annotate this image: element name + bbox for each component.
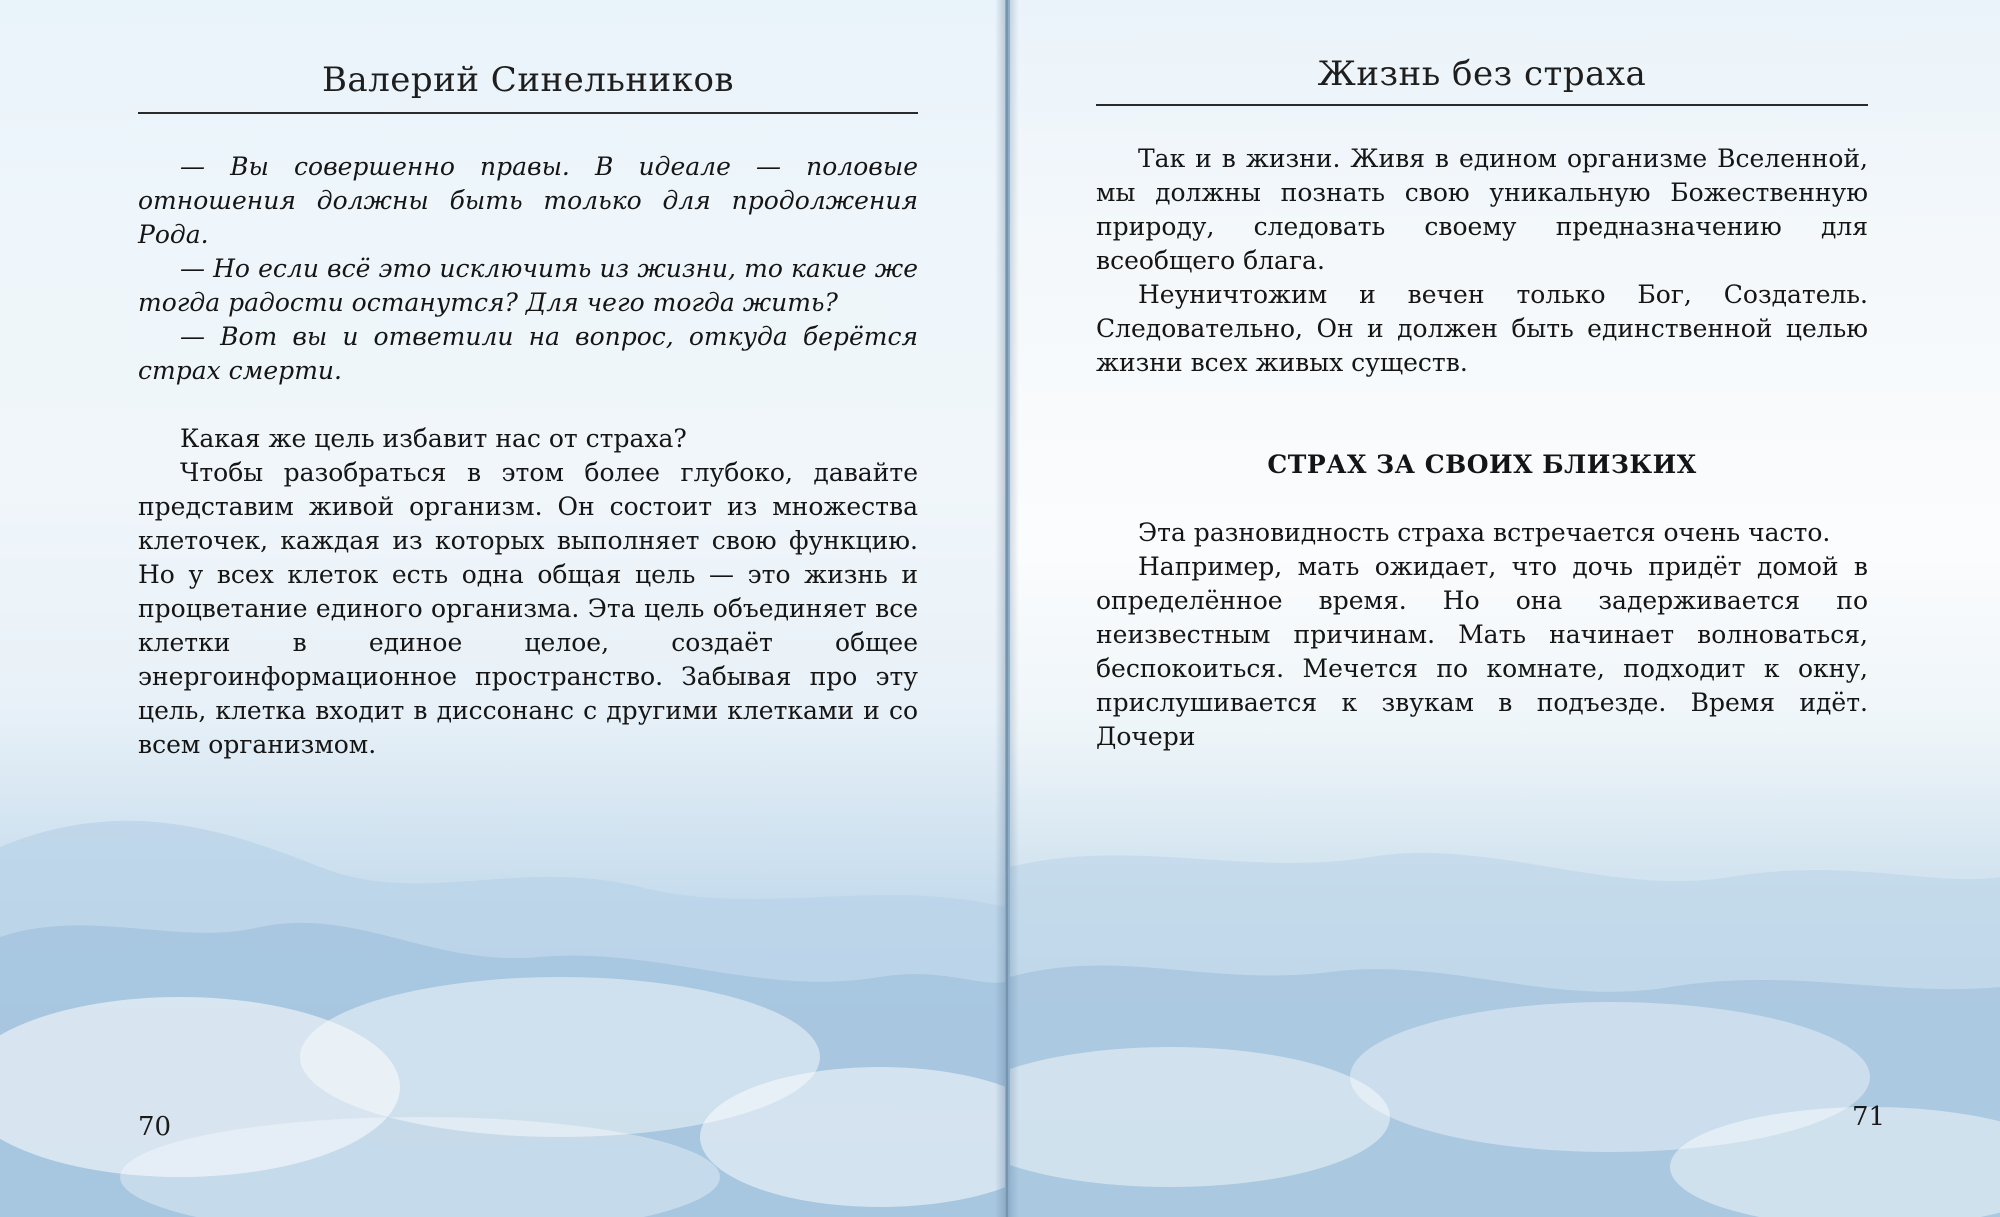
header-rule-left — [138, 112, 918, 114]
cloud-mountain-background — [1010, 757, 2000, 1217]
body-paragraph: Неуничтожим и вечен только Бог, Создатель. Следовательно, Он и должен быть единственной целью жизни всех живых существ. — [1096, 280, 1868, 377]
dialogue-paragraph: — Вы совершенно правы. В идеале — половые отношения должны быть только для продолжения Рода. — [138, 152, 918, 249]
page-number-left: 70 — [138, 1112, 172, 1142]
body-paragraph: Какая же цель избавит нас от страха? — [180, 424, 687, 453]
section-heading: СТРАХ ЗА СВОИХ БЛИЗКИХ — [1267, 450, 1697, 479]
running-head-right: Жизнь без страха — [1317, 54, 1647, 94]
left-page-body — [138, 150, 918, 762]
running-head-left: Валерий Синельников — [321, 60, 735, 100]
right-page-body — [1096, 142, 1868, 754]
cloud-mountain-background — [0, 757, 1005, 1217]
body-paragraph: Так и в жизни. Живя в едином организме Вселенной, мы должны познать свою уникальную Божественную природу, следовать своему предназначению для всеобщего блага. — [1096, 144, 1868, 275]
dialogue-paragraph: — Но если всё это исключить из жизни, то какие же тогда радости останутся? Для чего тогда жить? — [138, 254, 918, 317]
body-paragraph: Эта разновидность страха встречается очень часто. — [1138, 518, 1831, 547]
body-paragraph: Например, мать ожидает, что дочь придёт домой в определённое время. Но она задерживается по неизвестным причинам. Мать начинает волноваться, беспокоиться. Мечется по комнате, подходит к окну, прислушивается к звукам в подъезде. Время идёт. Дочери — [1096, 552, 1868, 751]
page-number-right: 71 — [1852, 1102, 1886, 1132]
header-rule-right — [1096, 104, 1868, 106]
book-gutter — [995, 0, 1019, 1217]
right-page — [1010, 0, 2000, 1217]
body-paragraph: Чтобы разобраться в этом более глубоко, давайте представим живой организм. Он состоит из множества клеточек, каждая из которых выполняет свою функцию. Но у всех клеток есть одна общая цель — это жизнь и процветание единого организма. Эта цель объединяет все клетки в единое целое, создаёт общее энергоинформационное пространство. Забывая про эту цель, клетка входит в диссонанс с другими клетками и со всем организмом. — [138, 458, 918, 759]
dialogue-paragraph: — Вот вы и ответили на вопрос, откуда берётся страх смерти. — [138, 322, 918, 385]
